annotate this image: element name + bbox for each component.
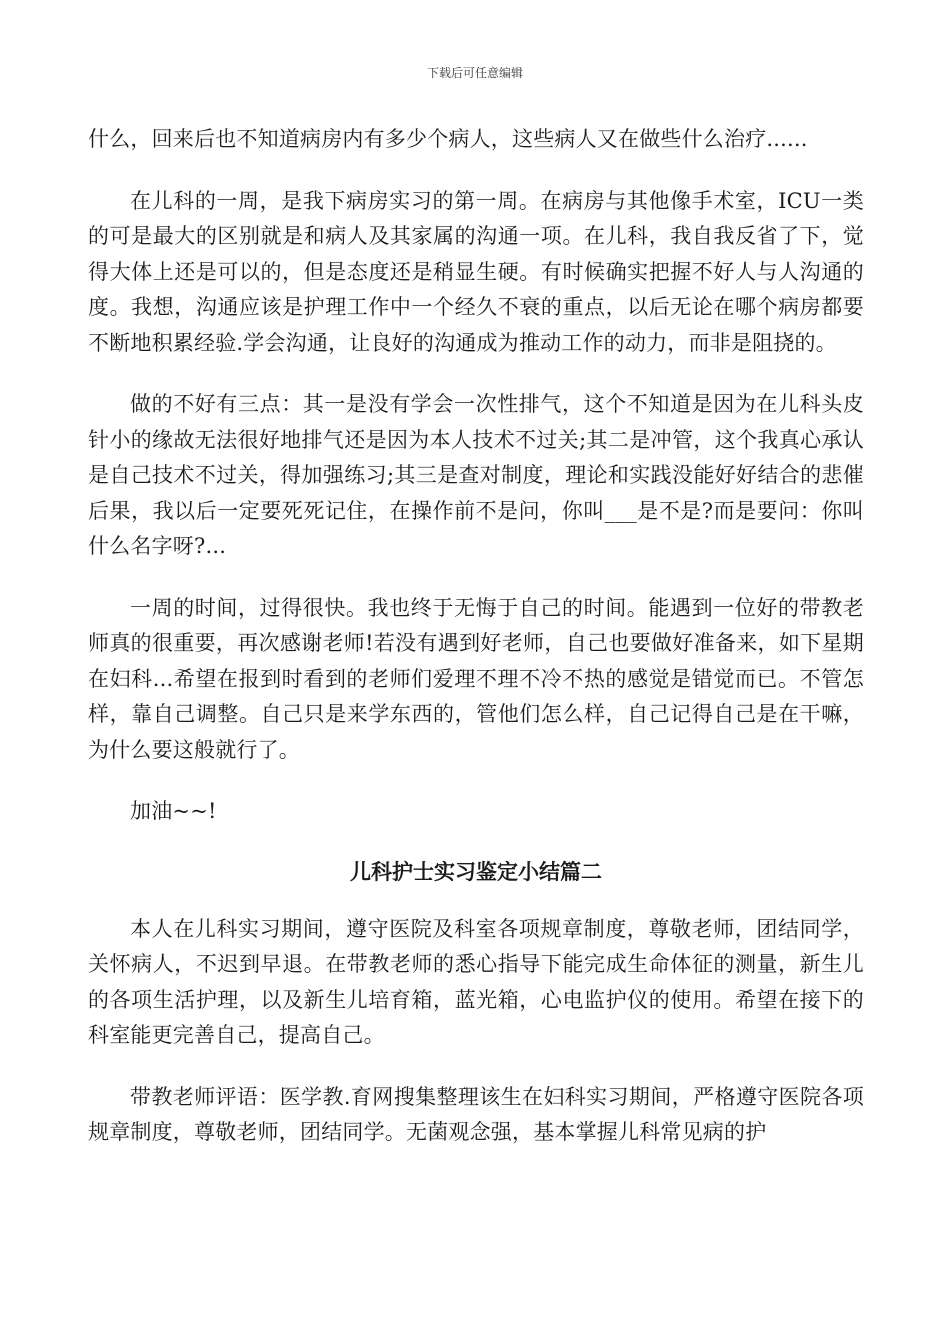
- paragraph-shortcomings: 做的不好有三点：其一是没有学会一次性排气，这个不知道是因为在儿科头皮针小的缘故无法很好地排气还是因为本人技术不过关;其二是冲管，这个我真心承认是自己技术不过关，得加强练习;其三是查对制度，理论和实践没能好好结合的悲催后果，我以后一定要死死记住，在操作前不是问，你叫___是不是?而是要问：你叫什么名字呀?...: [88, 392, 864, 558]
- section-title: 儿科护士实习鉴定小结篇二: [350, 859, 602, 884]
- paragraph-summary: 本人在儿科实习期间，遵守医院及科室各项规章制度，尊敬老师，团结同学，关怀病人，不迟到早退。在带教老师的悉心指导下能完成生命体征的测量，新生儿的各项生活护理，以及新生儿培育箱，蓝光箱，心电监护仪的使用。希望在接下的科室能更完善自己，提高自己。: [88, 916, 864, 1047]
- page-header: 下载后可任意编辑: [426, 66, 523, 80]
- document-body: [88, 122, 864, 1177]
- paragraph-cheer: 加油~~!: [130, 799, 217, 823]
- paragraph-continuation: 什么，回来后也不知道病房内有多少个病人，这些病人又在做些什么治疗......: [88, 127, 808, 151]
- paragraph-reflection: 一周的时间，过得很快。我也终于无悔于自己的时间。能遇到一位好的带教老师真的很重要，再次感谢老师!若没有遇到好老师，自己也要做好准备来，如下星期在妇科...希望在报到时看到的老师们爱理不理不冷不热的感觉是错觉而已。不管怎样，靠自己调整。自己只是来学东西的，管他们怎么样，自己记得自己是在干嘛，为什么要这般就行了。: [88, 595, 864, 762]
- paragraph-communication: 在儿科的一周，是我下病房实习的第一周。在病房与其他像手术室，ICU一类的可是最大的区别就是和病人及其家属的沟通一项。在儿科，我自我反省了下，觉得大体上还是可以的，但是态度还是稍显生硬。有时候确实把握不好人与人沟通的度。我想，沟通应该是护理工作中一个经久不衰的重点，以后无论在哪个病房都要不断地积累经验.学会沟通，让良好的沟通成为推动工作的动力，而非是阻挠的。: [88, 188, 864, 355]
- paragraph-teacher-comment: 带教老师评语：医学教.育网搜集整理该生在妇科实习期间，严格遵守医院各项规章制度，尊敬老师，团结同学。无菌观念强，基本掌握儿科常见病的护: [88, 1084, 864, 1144]
